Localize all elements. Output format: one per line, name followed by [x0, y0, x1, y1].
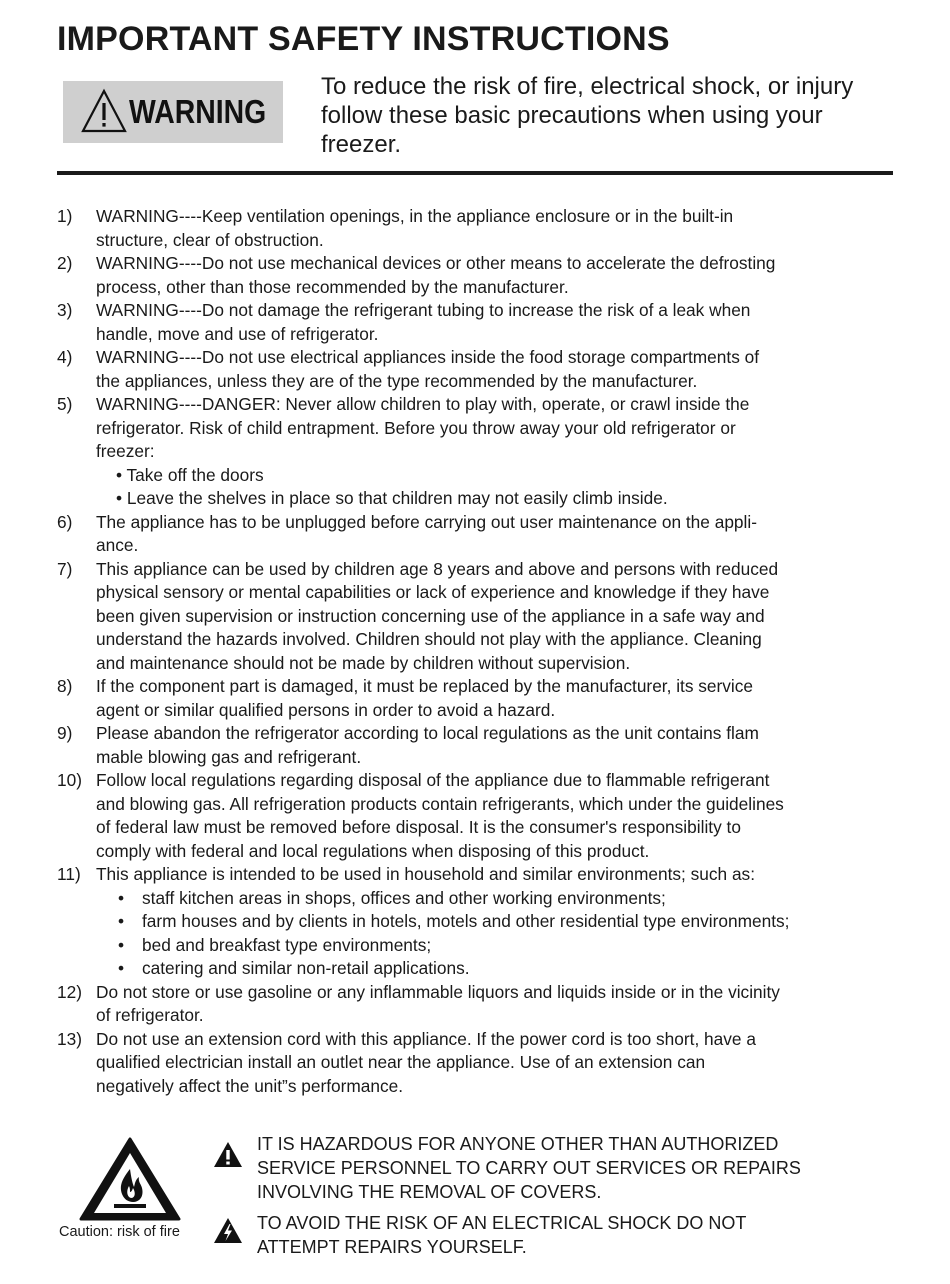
item-number: 4) — [57, 347, 73, 367]
service-warning-note — [257, 1132, 897, 1204]
item-text-line: and maintenance should not be made by children without supervision. — [96, 652, 631, 673]
item-text-line: Do not store or use gasoline or any inflammable liquors and liquids inside or in the vicinity — [96, 981, 780, 1002]
fire-hazard-icon — [78, 1136, 182, 1222]
note-line: TO AVOID THE RISK OF AN ELECTRICAL SHOCK DO NOT — [257, 1213, 747, 1233]
item-number: 7) — [57, 558, 73, 579]
sub-point: • Take off the doors — [116, 464, 264, 485]
item-text-line: of refrigerator. — [96, 1005, 204, 1025]
item-text-line: This appliance can be used by children age 8 years and above and persons with reduced — [96, 558, 779, 579]
item-text-line: agent or similar qualified persons in order to avoid a hazard. — [96, 699, 556, 720]
note-line: ATTEMPT REPAIRS YOURSELF. — [257, 1237, 527, 1257]
list-item — [0, 205, 950, 252]
list-item — [0, 981, 950, 1028]
page-title: IMPORTANT SAFETY INSTRUCTIONS — [57, 20, 670, 58]
item-text-line: Please abandon the refrigerator according to local regulations as the unit contains flam — [96, 723, 759, 743]
note-line: SERVICE PERSONNEL TO CARRY OUT SERVICES OR REPAIRS — [257, 1158, 801, 1178]
bullet-point — [96, 910, 890, 934]
item-text-line: physical sensory or mental capabilities or lack of experience and knowledge if they have — [96, 582, 770, 602]
list-item — [0, 558, 950, 676]
item-text-line: The appliance has to be unplugged before carrying out user maintenance on the appli- — [96, 511, 757, 532]
item-text-line: handle, move and use of refrigerator. — [96, 323, 379, 344]
intro-text: To reduce the risk of fire, electrical shock, or injury follow these basic precautions when using your freezer. — [321, 73, 854, 158]
item-text-line: Do not use an extension cord with this appliance. If the power cord is too short, have a — [96, 1028, 756, 1049]
bullet-point — [96, 957, 890, 981]
safety-instructions-list — [0, 205, 950, 1098]
bullet-point — [96, 887, 890, 911]
item-text-line: WARNING----DANGER: Never allow children to play with, operate, or crawl inside the — [96, 394, 750, 414]
item-number: 11) — [57, 864, 81, 884]
item-text-line: WARNING----Do not use mechanical devices or other means to accelerate the defrosting — [96, 253, 776, 273]
bullet-text: farm houses and by clients in hotels, motels and other residential type environments; — [142, 911, 790, 931]
list-item — [0, 346, 950, 393]
item-text-line: This appliance is intended to be used in household and similar environments; such as: — [96, 864, 755, 884]
item-number: 12) — [57, 981, 82, 1002]
item-number: 8) — [57, 676, 73, 696]
bullet-point — [96, 934, 890, 958]
item-number: 3) — [57, 300, 73, 320]
item-text-line: of federal law must be removed before disposal. It is the consumer's responsibility to — [96, 817, 741, 837]
list-item — [0, 863, 950, 981]
sub-point: • Leave the shelves in place so that children may not easily climb inside. — [116, 488, 668, 508]
item-number: 5) — [57, 394, 73, 414]
note-line: INVOLVING THE REMOVAL OF COVERS. — [257, 1182, 602, 1202]
bullet-marker: • — [118, 911, 125, 931]
item-number: 9) — [57, 723, 73, 743]
bullet-text: bed and breakfast type environments; — [142, 934, 432, 955]
list-item — [0, 675, 950, 722]
item-text-line: WARNING----Do not use electrical appliances inside the food storage compartments of — [96, 347, 760, 367]
item-text-line: qualified electrician install an outlet near the appliance. Use of an extension can — [96, 1052, 706, 1072]
item-text-line: understand the hazards involved. Children should not play with the appliance. Cleaning — [96, 629, 762, 649]
item-text-line: freezer: — [96, 441, 155, 461]
exclamation-warning-icon — [213, 1141, 243, 1168]
item-text-line: been given supervision or instruction concerning use of the appliance in a safe way and — [96, 605, 765, 626]
item-text-line: and blowing gas. All refrigeration products contain refrigerants, which under the guidelines — [96, 793, 784, 814]
item-text-line: process, other than those recommended by the manufacturer. — [96, 276, 569, 297]
item-number: 10) — [57, 770, 82, 790]
item-number: 13) — [57, 1028, 82, 1049]
item-text-line: comply with federal and local regulations when disposing of this product. — [96, 840, 650, 861]
list-item — [0, 769, 950, 863]
item-text-line: structure, clear of obstruction. — [96, 229, 324, 250]
note-line: IT IS HAZARDOUS FOR ANYONE OTHER THAN AUTHORIZED — [257, 1134, 779, 1154]
list-item — [0, 299, 950, 346]
item-number: 1) — [57, 206, 73, 226]
list-item — [0, 393, 950, 511]
fire-caption: Caution: risk of fire — [59, 1224, 180, 1240]
warning-triangle-icon — [81, 88, 127, 134]
list-item — [0, 1028, 950, 1099]
item-text-line: Follow local regulations regarding disposal of the appliance due to flammable refrigerant — [96, 770, 770, 790]
item-text-line: negatively affect the unit”s performance. — [96, 1075, 404, 1096]
list-item — [0, 722, 950, 769]
warning-label: WARNING — [129, 93, 267, 130]
bullet-marker: • — [118, 934, 125, 955]
electric-shock-warning-icon — [213, 1217, 243, 1244]
warning-banner — [63, 81, 283, 143]
item-text-line: the appliances, unless they are of the type recommended by the manufacturer. — [96, 370, 698, 391]
item-number: 6) — [57, 511, 73, 532]
item-text-line: If the component part is damaged, it must be replaced by the manufacturer, its service — [96, 676, 754, 696]
item-text-line: ance. — [96, 535, 139, 555]
item-text-line: WARNING----Do not damage the refrigerant tubing to increase the risk of a leak when — [96, 300, 751, 320]
item-text-line: refrigerator. Risk of child entrapment. Before you throw away your old refrigerator or — [96, 417, 736, 438]
bullet-marker: • — [118, 958, 125, 978]
bullet-text: catering and similar non-retail applications. — [142, 958, 470, 978]
list-item — [0, 252, 950, 299]
item-text-line: mable blowing gas and refrigerant. — [96, 746, 362, 767]
bullet-text: staff kitchen areas in shops, offices and other working environments; — [142, 887, 666, 908]
shock-warning-note — [257, 1211, 897, 1259]
item-text-line: WARNING----Keep ventilation openings, in the appliance enclosure or in the built-in — [96, 206, 734, 226]
list-item — [0, 511, 950, 558]
bullet-marker: • — [118, 887, 125, 908]
divider — [57, 171, 893, 175]
item-number: 2) — [57, 253, 73, 273]
